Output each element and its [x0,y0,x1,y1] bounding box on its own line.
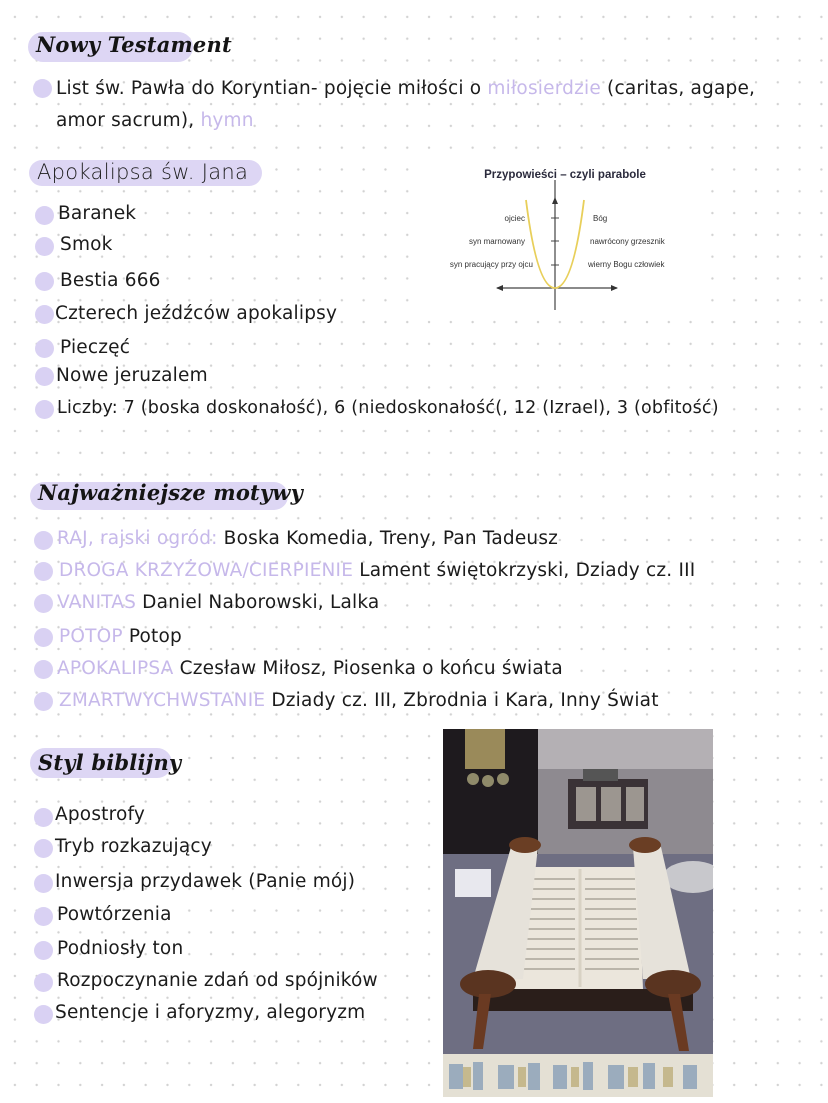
label-right-1: nawrócony grzesznik [590,237,665,246]
motif-row [57,594,379,613]
bullet-dot [34,973,53,992]
label-left-0: ojciec [504,214,525,223]
bullet-dot [34,692,53,711]
motif-works: Lament świętokrzyski, Dziady cz. III [353,560,696,581]
bullet-dot [34,1005,53,1024]
list-item: Apostrofy [55,804,146,825]
list-item-nt-line1: List św. Pawła do Koryntian- pojęcie miłości o miłosierdzie (caritas, agape, [56,78,756,99]
bullet-dot [35,237,54,256]
list-item: Bestia 666 [60,270,161,291]
parabola-graph [425,160,705,310]
list-item: Rozpoczynanie zdań od spójników [57,970,378,991]
motif-works: Dziady cz. III, Zbrodnia i Kara, Inny Świat [265,690,659,711]
label-right-2: wierny Bogu człowiek [588,260,665,269]
heading-motywy [32,478,313,509]
bullet-dot [34,660,53,679]
list-item: Inwersja przydawek (Panie mój) [55,871,356,892]
list-item: Pieczęć [60,337,131,358]
bullet-dot [35,272,54,291]
list-item: Sentencje i aforyzmy, alegoryzm [55,1002,366,1023]
bullet-dot [34,594,53,613]
bullet-dot [34,839,53,858]
motif-row [59,692,659,711]
label-left-1: syn marnowany [468,237,525,246]
heading-text: Styl biblijny [38,750,182,775]
motif-row [59,628,182,647]
list-item: Liczby: 7 (boska doskonałość), 6 (niedoskonałość(, 12 (Izrael), 3 (obfitość) [57,398,719,418]
motif-name: POTOP [59,626,123,647]
label-right-0: Bóg [593,214,608,223]
motif-works: Boska Komedia, Treny, Pan Tadeusz [217,528,559,549]
diagram-title: Przypowieści – czyli parabole [484,169,646,181]
heading-text: Najważniejsze motywy [38,480,304,505]
motif-works: Czesław Miłosz, Piosenka o końcu świata [173,658,563,679]
motif-row [57,660,563,679]
scroll-illustration [443,729,713,1097]
list-item: Baranek [58,203,137,224]
motif-name: DROGA KRZYŻOWA/CIERPIENIE [59,560,354,581]
motif-name: RAJ, rajski ogród: [57,528,218,549]
motif-name: APOKALIPSA [57,658,174,679]
list-item-nt-line2: amor sacrum), hymn [56,110,254,131]
list-item: Tryb rozkazujący [55,836,212,857]
accent-term: miłosierdzie [487,78,601,99]
heading-apokalipsa: Apokalipsa św. Jana [29,160,262,186]
motif-row [59,562,695,581]
list-item: Czterech jeźdźców apokalipsy [55,303,338,324]
list-item: Powtórzenia [57,904,172,925]
bullet-dot [35,339,54,358]
bullet-dot [34,941,53,960]
motif-works: Potop [122,626,182,647]
bullet-dot [33,79,52,98]
bullet-dot [35,400,54,419]
bullet-dot [34,628,53,647]
bullet-dot [34,808,53,827]
bullet-dot [34,562,53,581]
motif-row [57,530,558,549]
motif-name: VANITAS [57,592,137,613]
torah-scroll-photo [443,729,713,1097]
list-item: Podniosły ton [57,938,184,959]
parable-diagram [425,160,705,310]
label-left-2: syn pracujący przy ojcu [449,260,533,269]
heading-styl-biblijny [32,748,191,779]
list-item: Nowe jeruzalem [56,365,208,386]
bullet-dot [34,874,53,893]
bullet-dot [34,531,53,550]
bullet-dot [34,907,53,926]
motif-works: Daniel Naborowski, Lalka [136,592,380,613]
heading-nowy-testament [30,30,242,61]
bullet-dot [35,206,54,225]
bullet-dot [35,305,54,324]
heading-text: Nowy Testament [36,32,232,57]
accent-term: hymn [200,110,254,131]
motif-name: ZMARTWYCHWSTANIE [59,690,266,711]
list-item: Smok [60,234,113,255]
bullet-dot [35,367,54,386]
